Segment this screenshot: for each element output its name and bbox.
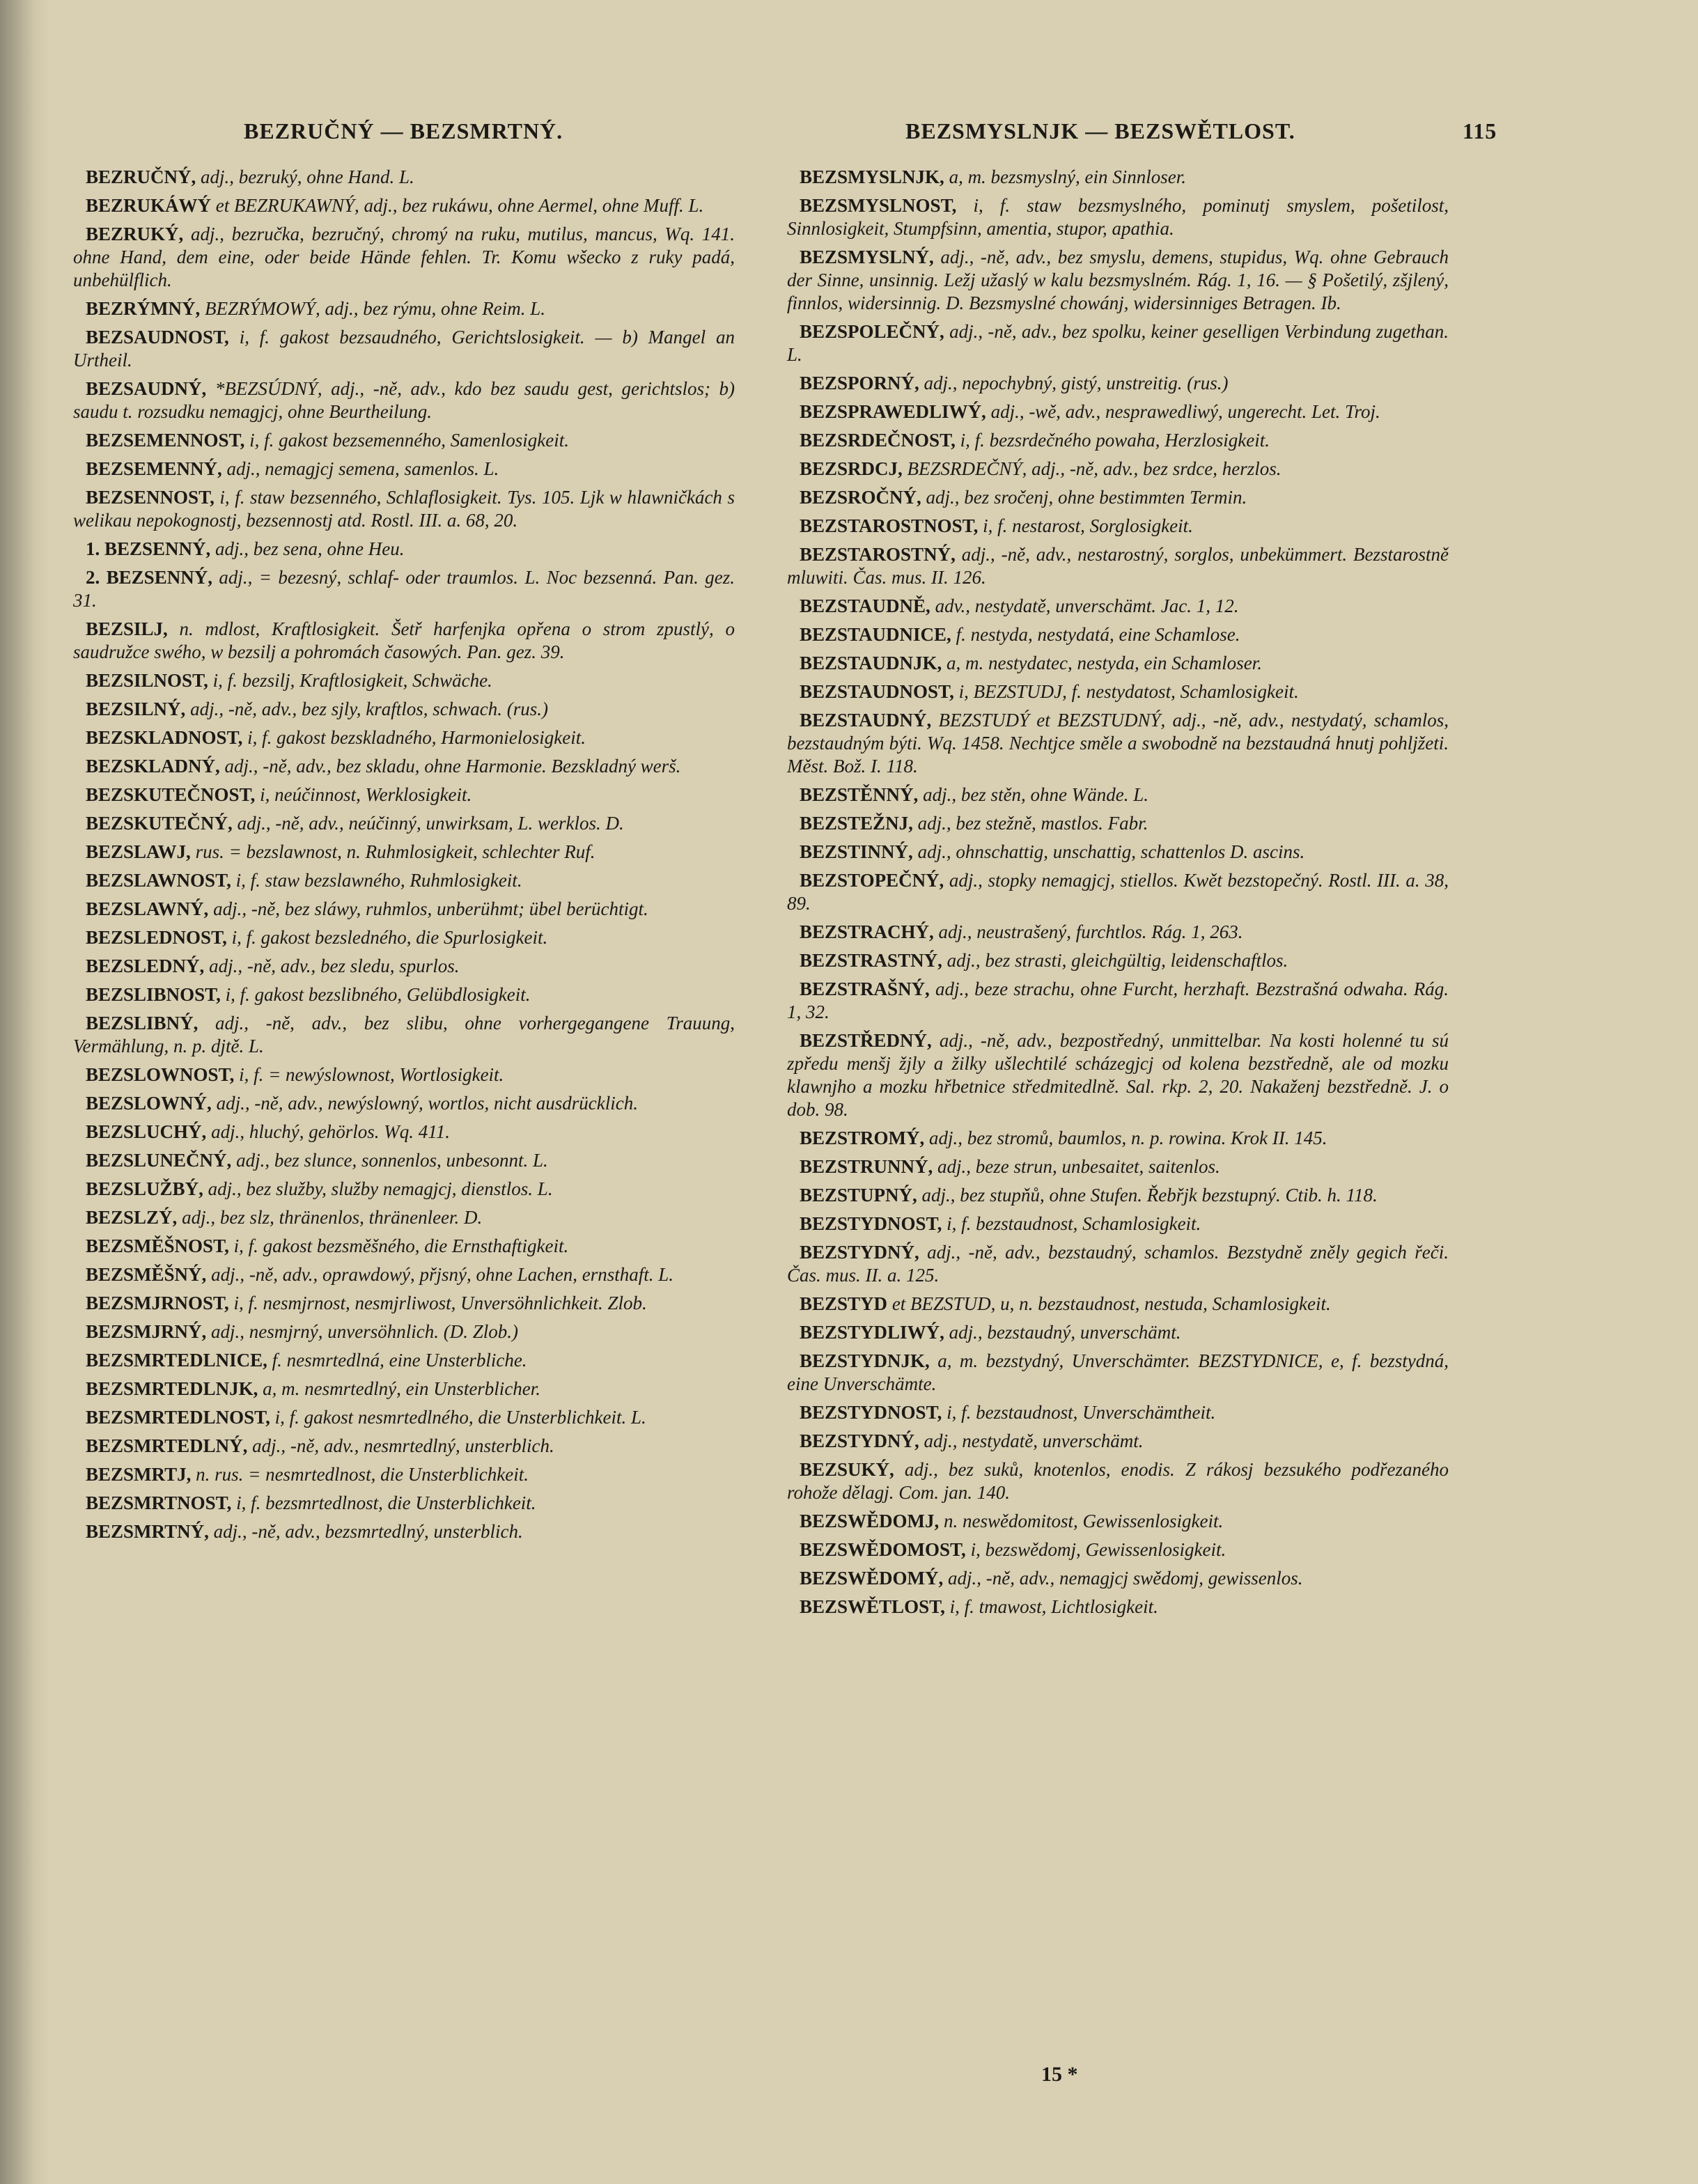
entry-headword: BEZSMRTEDLNÝ, [86, 1435, 248, 1456]
entry-headword: BEZSILNOST, [86, 670, 208, 691]
dictionary-entry [73, 1263, 735, 1286]
entry-definition: i, f. gakost bezskladného, Harmonielosigkeit. [247, 727, 586, 748]
entry-definition: f. nestyda, nestydatá, eine Schamlose. [956, 624, 1240, 645]
header-left-range: BEZRUČNÝ — BEZSMRTNÝ. [244, 118, 563, 143]
entry-definition: adj., -ně, adv., newýslowný, wortlos, nicht ausdrücklich. [216, 1093, 638, 1114]
entry-headword: BEZSTINNÝ, [800, 841, 913, 862]
book-spine-shadow [0, 0, 49, 2184]
entry-definition: adj., stopky nemagjcj, stiellos. Kwět bezstopečný. Rostl. III. a. 38, 89. [787, 870, 1449, 914]
entry-definition: i, f. bezsilj, Kraftlosigkeit, Schwäche. [212, 670, 492, 691]
entry-headword: BEZSAUDNOST, [86, 327, 229, 348]
header-right-range: BEZSMYSLNJK — BEZSWĚTLOST. [905, 118, 1295, 143]
dictionary-entry [787, 1321, 1449, 1344]
entry-definition: adj., -ně, adv., bez sjly, kraftlos, schwach. (rus.) [190, 699, 548, 719]
dictionary-entry [787, 1538, 1449, 1561]
dictionary-entry [787, 543, 1449, 589]
entry-headword: BEZSTYD [800, 1293, 888, 1314]
entry-definition: adj., nepochybný, gistý, unstreitig. (rus.) [924, 373, 1229, 393]
dictionary-entry [73, 618, 735, 664]
entry-definition: adj., bezstaudný, unverschämt. [949, 1322, 1181, 1343]
dictionary-entry [787, 458, 1449, 481]
dictionary-entry [787, 1293, 1449, 1316]
entry-headword: BEZSMRTEDLNJK, [86, 1378, 258, 1399]
dictionary-entry [787, 1567, 1449, 1590]
entry-definition: adj., -ně, bez sláwy, ruhmlos, unberühmt; übel berüchtigt. [213, 898, 648, 919]
entry-definition: adj., -ně, adv., oprawdowý, přjsný, ohne Lachen, ernsthaft. L. [211, 1264, 674, 1285]
dictionary-entry [73, 1349, 735, 1372]
entry-headword: BEZSLUCHÝ, [86, 1121, 207, 1142]
dictionary-entry [73, 755, 735, 778]
dictionary-entry [73, 726, 735, 749]
entry-definition: adj., -ně, adv., bez skladu, ohne Harmonie. Bezskladný werš. [224, 756, 681, 777]
entry-definition: adj., bez stěn, ohne Wände. L. [923, 784, 1149, 805]
entry-headword: BEZSTEŽNJ, [800, 813, 913, 834]
entry-definition: adv., nestydatě, unverschämt. Jac. 1, 12. [935, 595, 1239, 616]
entry-headword: BEZSTYDNÝ, [800, 1242, 919, 1263]
entry-definition: adj., neustrašený, furchtlos. Rág. 1, 263. [938, 921, 1243, 942]
entry-headword: BEZSLZÝ, [86, 1207, 178, 1228]
entry-definition: BEZSRDEČNÝ, adj., -ně, adv., bez srdce, herzlos. [907, 458, 1282, 479]
entry-definition: adj., -wě, adv., nesprawedliwý, ungerecht. Let. Troj. [990, 401, 1380, 422]
entry-definition: i, BEZSTUDJ, f. nestydatost, Schamlosigkeit. [958, 681, 1299, 702]
entry-headword: BEZRUKÝ, [86, 224, 184, 244]
dictionary-entry [73, 538, 735, 561]
dictionary-entry [787, 1401, 1449, 1424]
entry-definition: i, f. bezstaudnost, Unverschämtheit. [947, 1402, 1216, 1423]
entry-headword: BEZSWĚTLOST, [800, 1596, 945, 1617]
entry-definition: adj., -ně, adv., nesmrtedlný, unsterblich. [252, 1435, 554, 1456]
right-column [787, 166, 1449, 1624]
entry-definition: i, f. gakost bezsledného, die Spurlosigkeit. [231, 927, 548, 948]
entry-definition: i, f. = newýslownost, Wortlosigkeit. [239, 1064, 504, 1085]
dictionary-entry [787, 1029, 1449, 1121]
entry-headword: BEZSPORNÝ, [800, 373, 919, 393]
entry-headword: BEZSLEDNÝ, [86, 956, 205, 976]
entry-headword: BEZSWĚDOMOST, [800, 1539, 966, 1560]
entry-headword: BEZSMYSLNJK, [800, 166, 944, 187]
dictionary-entry [73, 1435, 735, 1458]
entry-headword: BEZSTYDLIWÝ, [800, 1322, 944, 1343]
entry-definition: n. rus. = nesmrtedlnost, die Unsterblichkeit. [196, 1464, 529, 1485]
entry-definition: i, f. gakost bezslibného, Gelübdlosigkeit. [225, 984, 531, 1005]
entry-headword: BEZSILNÝ, [86, 699, 186, 719]
entry-headword: 1. BEZSENNÝ, [86, 538, 211, 559]
entry-headword: BEZSTAUDNICE, [800, 624, 951, 645]
dictionary-entry [73, 983, 735, 1006]
dictionary-entry [787, 1212, 1449, 1235]
dictionary-entry [73, 1063, 735, 1086]
dictionary-entry [73, 1206, 735, 1229]
entry-definition: n. mdlost, Kraftlosigkeit. Šetř harfenjka opřena o strom zpustlý, o saudružce swého, w bezsilj a pohromách časowých. Pan. gez. 39. [73, 618, 735, 662]
entry-headword: BEZSLEDNOST, [86, 927, 227, 948]
entry-definition: adj., -ně, adv., bez sledu, spurlos. [209, 956, 460, 976]
entry-headword: BEZSTYDNOST, [800, 1213, 942, 1234]
entry-definition: i, f. staw bezsenného, Schlaflosigkeit. Tys. 105. Ljk w hlawničkách s welikau nepokognostj, bezsennostj atd. Rostl. III. a. 68, 20. [73, 487, 735, 531]
entry-headword: BEZRUKÁWÝ [86, 195, 212, 216]
dictionary-entry [787, 949, 1449, 972]
entry-headword: BEZSEMENNOST, [86, 430, 245, 451]
entry-headword: BEZSLIBNÝ, [86, 1013, 198, 1034]
entry-definition: adj., beze strachu, ohne Furcht, herzhaft. Bezstrašná odwaha. Rág. 1, 32. [787, 978, 1449, 1022]
entry-headword: BEZSTŘEDNÝ, [800, 1030, 932, 1051]
dictionary-entry [787, 1184, 1449, 1207]
entry-definition: adj., nesmjrný, unversöhnlich. (D. Zlob.) [211, 1321, 518, 1342]
entry-headword: BEZSWĚDOMJ, [800, 1511, 940, 1531]
entry-definition: adj., bez služby, služby nemagjcj, dienstlos. L. [208, 1178, 553, 1199]
entry-definition: adj., bez slunce, sonnenlos, unbesonnt. L. [236, 1150, 548, 1171]
dictionary-entry [787, 166, 1449, 189]
entry-definition: adj., bez stupňů, ohne Stufen. Řebřjk bezstupný. Ctib. h. 118. [921, 1185, 1378, 1206]
entry-definition: adj., bezruký, ohne Hand. L. [201, 166, 414, 187]
dictionary-entry [73, 926, 735, 949]
dictionary-entry [787, 429, 1449, 452]
dictionary-entry [787, 595, 1449, 618]
entry-definition: et BEZSTUD, u, n. bezstaudnost, nestuda, Schamlosigkeit. [891, 1293, 1331, 1314]
entry-definition: a, m. nesmrtedlný, ein Unsterblicher. [263, 1378, 541, 1399]
entry-headword: BEZSTRAŠNÝ, [800, 978, 930, 999]
entry-definition: adj., bez sročenj, ohne bestimmten Termin. [926, 487, 1247, 508]
dictionary-entry [787, 1596, 1449, 1618]
entry-definition: adj., bezručka, bezručný, chromý na ruku, mutilus, mancus, Wq. 141. ohne Hand, dem eine, oder beide Hände fehlen. Tr. Komu wšecko z ruky padá, unbehülflich. [73, 224, 735, 290]
footer-signature: 15 * [1041, 2063, 1078, 2086]
entry-definition: adj., -ně, adv., bez spolku, keiner geselligen Verbindung zugethan. L. [787, 321, 1449, 365]
dictionary-entry [73, 486, 735, 532]
entry-definition: i, f. staw bezslawného, Ruhmlosigkeit. [235, 870, 522, 891]
entry-definition: adj., -ně, adv., nestarostný, sorglos, unbekümmert. Bezstarostně mluwiti. Čas. mus. II. 126. [787, 544, 1449, 588]
dictionary-entry [73, 326, 735, 372]
entry-headword: BEZSUKÝ, [800, 1459, 894, 1480]
entry-headword: BEZSTRACHÝ, [800, 921, 934, 942]
dictionary-entry [73, 898, 735, 921]
dictionary-entry [73, 1121, 735, 1144]
dictionary-entry [73, 698, 735, 721]
entry-headword: BEZSEMENNÝ, [86, 458, 222, 479]
entry-headword: BEZSAUDNÝ, [86, 378, 207, 399]
entry-definition: i, f. nestarost, Sorglosigkeit. [983, 515, 1193, 536]
entry-definition: i, f. staw bezsmyslného, pominutj smyslem, pošetilost, Sinnlosigkeit, Stumpfsinn, amentia, stupor, apathia. [787, 195, 1449, 239]
dictionary-entry [73, 223, 735, 292]
dictionary-entry [73, 669, 735, 692]
entry-definition: i, f. gakost nesmrtedlného, die Unsterblichkeit. L. [274, 1407, 646, 1428]
entry-headword: BEZSLOWNÝ, [86, 1093, 212, 1114]
entry-headword: BEZSTAUDNOST, [800, 681, 954, 702]
entry-definition: i, f. bezsrdečného powaha, Herzlosigkeit. [960, 430, 1270, 451]
entry-definition: i, f. gakost bezsaudného, Gerichtslosigkeit. — b) Mangel an Urtheil. [73, 327, 735, 370]
entry-headword: BEZSTOPEČNÝ, [800, 870, 944, 891]
dictionary-entry [73, 194, 735, 217]
dictionary-entry [73, 869, 735, 892]
entry-definition: a, m. bezsmyslný, ein Sinnloser. [949, 166, 1187, 187]
entry-definition: adj., -ně, adv., nemagjcj swědomj, gewissenlos. [948, 1568, 1303, 1589]
entry-definition: adj., -ně, adv., bez smyslu, demens, stupidus, Wq. ohne Gebrauch der Sinne, unsinnig. Ležj užaslý w kalu bezsmyslném. Rág. 1, 16. — § Pošetilý, zšjlený, finnlos, widersinnig. D. Bezsmyslné chowánj, widersinniges Betragen. Ib. [787, 247, 1449, 313]
entry-definition: adj., = bezesný, schlaf- oder traumlos. L. Noc bezsenná. Pan. gez. 31. [73, 567, 735, 611]
dictionary-entry [73, 297, 735, 320]
entry-headword: BEZSTUPNÝ, [800, 1185, 917, 1206]
entry-headword: BEZSTRUNNÝ, [800, 1156, 933, 1177]
dictionary-entry [73, 783, 735, 806]
entry-headword: BEZSILJ, [86, 618, 168, 639]
entry-headword: BEZSTAUDNJK, [800, 653, 942, 673]
entry-definition: adj., bez stromů, baumlos, n. p. rowina. Krok II. 145. [929, 1128, 1327, 1148]
page-header [0, 118, 1698, 153]
dictionary-entry [787, 400, 1449, 423]
entry-definition: adj., nestydatě, unverschämt. [924, 1430, 1144, 1451]
entry-definition: i, f. nesmjrnost, nesmjrliwost, Unversöhnlichkeit. Zlob. [233, 1293, 647, 1313]
entry-headword: BEZSLIBNOST, [86, 984, 221, 1005]
entry-headword: BEZSTYDNOST, [800, 1402, 942, 1423]
dictionary-entry [73, 377, 735, 423]
dictionary-entry [787, 1430, 1449, 1453]
entry-definition: i, neúčinnost, Werklosigkeit. [260, 784, 472, 805]
entry-definition: a, m. bezstydný, Unverschämter. BEZSTYDNICE, e, f. bezstydná, eine Unverschämte. [787, 1350, 1449, 1394]
dictionary-entry [73, 429, 735, 452]
entry-headword: BEZSTĚNNÝ, [800, 784, 919, 805]
entry-headword: BEZSMĚŠNOST, [86, 1235, 229, 1256]
entry-headword: BEZSLAWNOST, [86, 870, 231, 891]
dictionary-entry [787, 1241, 1449, 1287]
entry-definition: *BEZSÚDNÝ, adj., -ně, adv., kdo bez saudu gest, gerichtslos; b) saudu t. rozsudku nemagjcj, ohne Beurtheilung. [73, 378, 735, 422]
left-column [73, 166, 735, 1549]
entry-definition: rus. = bezslawnost, n. Ruhmlosigkeit, schlechter Ruf. [195, 841, 595, 862]
dictionary-entry [787, 652, 1449, 675]
entry-headword: BEZSMRTEDLNOST, [86, 1407, 270, 1428]
entry-headword: BEZSENNOST, [86, 487, 215, 508]
dictionary-entry [73, 812, 735, 835]
page-number: 115 [1463, 118, 1497, 143]
entry-headword: BEZSKUTEČNÝ, [86, 813, 233, 834]
dictionary-entry [73, 1149, 735, 1172]
entry-headword: BEZSMĚŠNÝ, [86, 1264, 207, 1285]
entry-headword: BEZSPOLEČNÝ, [800, 321, 944, 342]
dictionary-entry [787, 680, 1449, 703]
dictionary-entry [787, 623, 1449, 646]
entry-definition: BEZSTUDÝ et BEZSTUDNÝ, adj., -ně, adv., nestydatý, schamlos, bezstaudným býti. Wq. 1458. Nechtjce směle a swobodně na bezstaudná hnutj pohljžeti. Měst. Bož. I. 118. [787, 710, 1449, 777]
entry-definition: adj., beze strun, unbesaitet, saitenlos. [937, 1156, 1220, 1177]
entry-headword: BEZSTRASTNÝ, [800, 950, 942, 971]
dictionary-entry [73, 566, 735, 612]
entry-headword: BEZSPRAWEDLIWÝ, [800, 401, 986, 422]
dictionary-entry [73, 1520, 735, 1543]
entry-definition: adj., -ně, adv., bezstaudný, schamlos. Bezstydně zněly gegich řeči. Čas. mus. II. a. 125. [787, 1242, 1449, 1286]
dictionary-entry [73, 1012, 735, 1058]
dictionary-entry [73, 1463, 735, 1486]
entry-definition: adj., bez suků, knotenlos, enodis. Z rákosj bezsukého podřezaného rohože dělagj. Com. jan. 140. [787, 1459, 1449, 1503]
dictionary-entry [787, 320, 1449, 366]
entry-headword: BEZSTYDNÝ, [800, 1430, 919, 1451]
entry-headword: BEZSKUTEČNOST, [86, 784, 256, 805]
entry-definition: adj., -ně, adv., neúčinný, unwirksam, L. werklos. D. [237, 813, 624, 834]
entry-definition: a, m. nestydatec, nestyda, ein Schamloser. [947, 653, 1262, 673]
dictionary-entry [787, 978, 1449, 1024]
dictionary-entry [73, 1406, 735, 1429]
entry-headword: BEZSRDEČNOST, [800, 430, 956, 451]
entry-definition: adj., -ně, adv., bezpostředný, unmittelbar. Na kosti holenné tu sú zpředu menšj žjly a žilky ušlechtilé scházegjcj od kolena bezstředně, ale od mozku klawnjho a mozku hřbetnice středmitedlně. Sal. rkp. 2, 20. Nakaženj bezstředně. J. o dob. 98. [787, 1030, 1449, 1120]
entry-headword: BEZSLUNEČNÝ, [86, 1150, 232, 1171]
dictionary-entry [787, 194, 1449, 240]
dictionary-entry [787, 783, 1449, 806]
entry-headword: BEZSWĚDOMÝ, [800, 1568, 944, 1589]
entry-headword: BEZSTAUDNĚ, [800, 595, 930, 616]
entry-definition: adj., -ně, adv., bez slibu, ohne vorhergegangene Trauung, Vermählung, n. p. djtě. L. [73, 1013, 735, 1056]
entry-headword: BEZSLOWNOST, [86, 1064, 235, 1085]
entry-headword: BEZSTROMÝ, [800, 1128, 925, 1148]
dictionary-entry [787, 515, 1449, 538]
entry-definition: f. nesmrtedlná, eine Unsterbliche. [272, 1350, 527, 1371]
entry-definition: i, f. gakost bezsemenného, Samenlosigkeit. [249, 430, 569, 451]
entry-headword: BEZSMYSLNOST, [800, 195, 957, 216]
entry-definition: i, bezswědomj, Gewissenlosigkeit. [970, 1539, 1226, 1560]
dictionary-entry [787, 812, 1449, 835]
entry-headword: BEZSLAWJ, [86, 841, 191, 862]
entry-headword: BEZSMRTNOST, [86, 1492, 232, 1513]
entry-headword: BEZRUČNÝ, [86, 166, 196, 187]
dictionary-entry [73, 1235, 735, 1258]
entry-headword: BEZSMJRNÝ, [86, 1321, 207, 1342]
entry-definition: adj., bez stežně, mastlos. Fabr. [917, 813, 1148, 834]
entry-headword: BEZSKLADNOST, [86, 727, 243, 748]
dictionary-entry [787, 1127, 1449, 1150]
entry-headword: BEZSRDCJ, [800, 458, 903, 479]
dictionary-entry [73, 1492, 735, 1515]
entry-headword: BEZSTYDNJK, [800, 1350, 930, 1371]
dictionary-entry [787, 1155, 1449, 1178]
dictionary-entry [787, 869, 1449, 915]
dictionary-entry [787, 841, 1449, 864]
entry-definition: adj., bez sena, ohne Heu. [215, 538, 405, 559]
entry-definition: i, f. bezsmrtedlnost, die Unsterblichkeit. [236, 1492, 536, 1513]
dictionary-entry [73, 1378, 735, 1401]
entry-headword: BEZSTAUDNÝ, [800, 710, 932, 731]
dictionary-entry [73, 841, 735, 864]
dictionary-entry [73, 1320, 735, 1343]
dictionary-entry [787, 1458, 1449, 1504]
entry-definition: adj., -ně, adv., bezsmrtedlný, unsterblich. [213, 1521, 523, 1542]
dictionary-entry [787, 709, 1449, 778]
entry-definition: BEZRÝMOWÝ, adj., bez rýmu, ohne Reim. L. [205, 298, 545, 319]
dictionary-entry [787, 1510, 1449, 1533]
dictionary-entry [787, 921, 1449, 944]
entry-definition: adj., nemagjcj semena, samenlos. L. [226, 458, 499, 479]
entry-definition: i, f. tmawost, Lichtlosigkeit. [949, 1596, 1158, 1617]
entry-headword: BEZSLUŽBÝ, [86, 1178, 203, 1199]
entry-definition: adj., bez slz, thränenlos, thränenleer. D. [182, 1207, 483, 1228]
entry-headword: BEZSMRTJ, [86, 1464, 192, 1485]
dictionary-entry [73, 1092, 735, 1115]
entry-headword: BEZSTAROSTNÝ, [800, 544, 956, 565]
dictionary-entry [787, 486, 1449, 509]
entry-definition: adj., hluchý, gehörlos. Wq. 411. [211, 1121, 451, 1142]
dictionary-entry [73, 166, 735, 189]
entry-headword: BEZRÝMNÝ, [86, 298, 201, 319]
dictionary-entry [787, 1350, 1449, 1396]
entry-definition: adj., bez strasti, gleichgültig, leidenschaftlos. [947, 950, 1288, 971]
dictionary-entry [787, 246, 1449, 315]
entry-headword: BEZSMRTEDLNICE, [86, 1350, 267, 1371]
entry-headword: BEZSMRTNÝ, [86, 1521, 209, 1542]
dictionary-entry [73, 1178, 735, 1201]
dictionary-entry [787, 372, 1449, 395]
entry-headword: 2. BEZSENNÝ, [86, 567, 212, 588]
dictionary-entry [73, 1292, 735, 1315]
entry-headword: BEZSMJRNOST, [86, 1293, 229, 1313]
entry-headword: BEZSROČNÝ, [800, 487, 921, 508]
entry-headword: BEZSMYSLNÝ, [800, 247, 934, 267]
entry-headword: BEZSLAWNÝ, [86, 898, 209, 919]
entry-definition: n. neswědomitost, Gewissenlosigkeit. [944, 1511, 1224, 1531]
entry-definition: et BEZRUKAWNÝ, adj., bez rukáwu, ohne Aermel, ohne Muff. L. [215, 195, 704, 216]
entry-headword: BEZSKLADNÝ, [86, 756, 220, 777]
entry-definition: adj., ohnschattig, unschattig, schattenlos D. ascins. [917, 841, 1305, 862]
dictionary-entry [73, 955, 735, 978]
entry-headword: BEZSTAROSTNOST, [800, 515, 979, 536]
entry-definition: i, f. gakost bezsměšného, die Ernsthaftigkeit. [233, 1235, 569, 1256]
entry-definition: i, f. bezstaudnost, Schamlosigkeit. [947, 1213, 1201, 1234]
dictionary-entry [73, 458, 735, 481]
